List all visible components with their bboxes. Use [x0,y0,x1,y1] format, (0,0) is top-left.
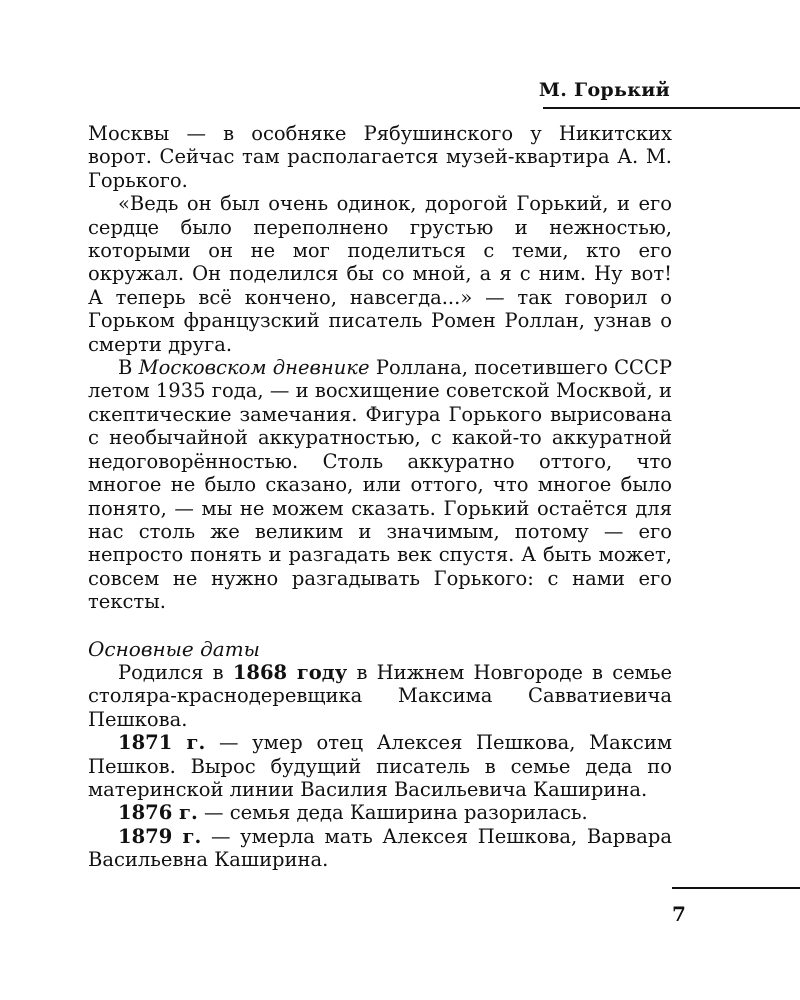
paragraph-3-start: В [118,356,139,380]
page-number: 7 [672,902,686,926]
date-entry-year: 1868 году [232,660,348,684]
date-entry-text: — семья деда Каширина разорилась. [197,801,588,825]
date-entry [88,731,672,801]
section-title: Основные даты [88,636,260,661]
date-entry-year: 1876 г. [118,801,198,825]
date-entry-text: — умер отец Алексея Пешкова, Максим Пешков. Вырос будущий писатель в семье деда по материнской линии Василия Васильевича Каширина. [88,731,672,801]
diary-title: Московском дневнике [138,356,370,380]
footer-rule [672,887,800,889]
date-entry-year: 1879 г. [118,824,202,848]
paragraph-3 [88,356,672,613]
running-head: М. Горький [538,79,670,101]
date-entry [88,801,672,824]
date-entry-text: — умерла мать Алексея Пешкова, Варвара Васильевна Каширина. [88,824,672,872]
date-entry-year: 1871 г. [118,731,206,755]
date-entry [88,825,672,872]
date-entry [88,661,672,731]
date-entry-text: в Нижнем Новгороде в семье столяра-краснодеревщика Максима Савватиевича Пешкова. [88,660,672,731]
paragraph-3-rest: Роллана, посетившего СССР летом 1935 года, — и восхищение советской Москвой, и скептические замечания. Фигура Горького вырисована с необычайной аккуратностью, с какой-то аккуратной недоговорённостью. Столь аккуратно оттого, что многое не было сказано, или оттого, что многое было понято, — мы не можем сказать. Горький остаётся для нас столь же великим и значимым, потому — его непросто понять и разгадать век спустя. А быть может, совсем не нужно разгадывать Горького: с нами его тексты. [88,356,673,614]
date-entry-pre: Родился в [118,660,233,684]
header-rule [543,107,800,109]
paragraph-1: Москвы — в особняке Рябушинского у Никитских ворот. Сейчас там располагается музей-квартира А. М. Горького. [88,122,672,192]
text-block [88,122,672,872]
paragraph-2: «Ведь он был очень одинок, дорогой Горький, и его сердце было переполнено грустью и нежностью, которыми он не мог поделиться с теми, кто его окружал. Он поделился бы со мной, а я с ним. Ну вот! А теперь всё кончено, навсегда...» — так говорил о Горьком французский писатель Ромен Роллан, узнав о смерти друга. [88,192,672,356]
